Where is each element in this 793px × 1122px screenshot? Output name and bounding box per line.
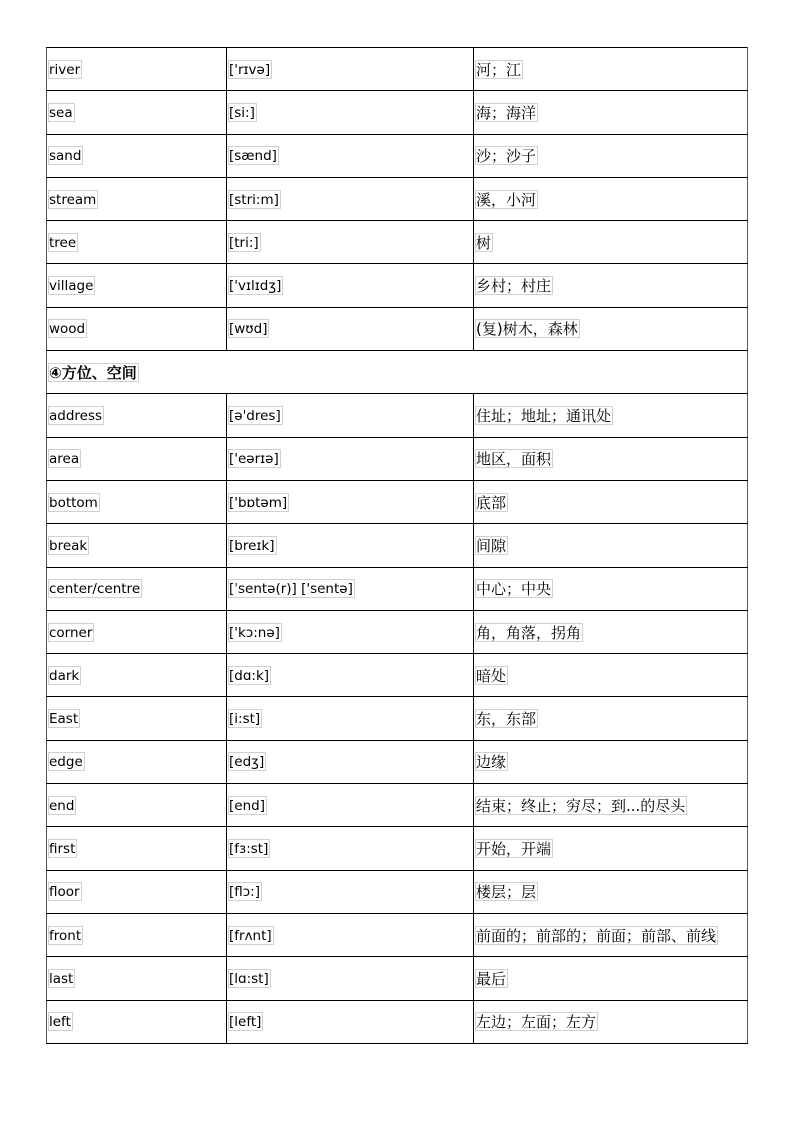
word-text: front (49, 927, 82, 944)
word-cell (47, 740, 227, 783)
phonetic-text: [wʊd] (229, 321, 268, 338)
word-cell (47, 394, 227, 437)
table-row (47, 957, 748, 1000)
section-title: ④方位、空间 (49, 363, 137, 382)
phonetic-cell (227, 307, 474, 350)
table-row (47, 221, 748, 264)
phonetic-text: [sænd] (229, 148, 277, 165)
phonetic-cell (227, 264, 474, 307)
word-text: dark (49, 667, 80, 684)
meaning-cell (474, 784, 748, 827)
word-cell (47, 524, 227, 567)
table-row (47, 48, 748, 91)
word-text: sand (49, 148, 82, 165)
table-row (47, 740, 748, 783)
phonetic-cell (227, 567, 474, 610)
word-text: East (49, 711, 79, 728)
word-text: sea (49, 104, 73, 121)
word-cell (47, 221, 227, 264)
word-cell (47, 784, 227, 827)
phonetic-cell (227, 957, 474, 1000)
word-text: address (49, 408, 103, 425)
phonetic-cell (227, 134, 474, 177)
phonetic-cell (227, 91, 474, 134)
phonetic-text: [ə'dres] (229, 408, 281, 425)
meaning-text: 暗处 (476, 666, 507, 685)
phonetic-text: [dɑ:k] (229, 667, 270, 684)
meaning-cell (474, 610, 748, 653)
table-row (47, 524, 748, 567)
meaning-text: 间隙 (476, 536, 507, 555)
word-cell (47, 654, 227, 697)
phonetic-text: [edʒ] (229, 754, 265, 771)
word-cell (47, 307, 227, 350)
word-text: break (49, 537, 88, 554)
table-row (47, 697, 748, 740)
word-cell (47, 870, 227, 913)
phonetic-text: [i:st] (229, 711, 261, 728)
meaning-text: 结束；终止；穷尽；到...的尽头 (476, 796, 686, 815)
word-text: end (49, 797, 75, 814)
phonetic-text: [lɑ:st] (229, 970, 269, 987)
word-text: wood (49, 321, 86, 338)
word-cell (47, 610, 227, 653)
meaning-cell (474, 437, 748, 480)
word-text: river (49, 61, 81, 78)
meaning-text: 地区，面积 (476, 450, 552, 469)
phonetic-text: [tri:] (229, 234, 259, 251)
word-cell (47, 957, 227, 1000)
meaning-text: (复)树木，森林 (476, 320, 578, 339)
word-text: last (49, 970, 74, 987)
meaning-cell (474, 177, 748, 220)
word-cell (47, 1000, 227, 1043)
word-text: area (49, 451, 80, 468)
meaning-cell (474, 827, 748, 870)
meaning-cell (474, 134, 748, 177)
meaning-text: 中心；中央 (476, 580, 552, 599)
word-text: corner (49, 624, 93, 641)
phonetic-cell (227, 697, 474, 740)
table-row (47, 784, 748, 827)
phonetic-text: ['rɪvə] (229, 61, 271, 78)
meaning-text: 住址；地址；通讯处 (476, 407, 612, 426)
phonetic-cell (227, 827, 474, 870)
meaning-text: 乡村；村庄 (476, 277, 552, 296)
meaning-cell (474, 957, 748, 1000)
phonetic-cell (227, 48, 474, 91)
meaning-text: 楼层；层 (476, 883, 537, 902)
phonetic-cell (227, 870, 474, 913)
phonetic-text: [fɜ:st] (229, 840, 269, 857)
table-row (47, 394, 748, 437)
meaning-cell (474, 524, 748, 567)
meaning-text: 边缘 (476, 753, 507, 772)
meaning-text: 河；江 (476, 60, 522, 79)
table-row (47, 654, 748, 697)
phonetic-text: [si:] (229, 104, 255, 121)
phonetic-cell (227, 394, 474, 437)
meaning-text: 底部 (476, 493, 507, 512)
phonetic-cell (227, 740, 474, 783)
phonetic-cell (227, 177, 474, 220)
meaning-text: 沙；沙子 (476, 147, 537, 166)
table-row (47, 827, 748, 870)
word-cell (47, 480, 227, 523)
phonetic-text: ['bɒtəm] (229, 494, 288, 511)
phonetic-text: [frʌnt] (229, 927, 272, 944)
word-cell (47, 827, 227, 870)
meaning-cell (474, 307, 748, 350)
word-cell (47, 567, 227, 610)
phonetic-text: [stri:m] (229, 191, 279, 208)
meaning-text: 最后 (476, 969, 507, 988)
meaning-cell (474, 48, 748, 91)
meaning-cell (474, 740, 748, 783)
phonetic-cell (227, 480, 474, 523)
word-cell (47, 177, 227, 220)
table-row (47, 91, 748, 134)
meaning-text: 溪，小河 (476, 190, 537, 209)
meaning-cell (474, 221, 748, 264)
word-text: floor (49, 884, 80, 901)
table-row (47, 610, 748, 653)
meaning-text: 海；海洋 (476, 103, 537, 122)
meaning-cell (474, 913, 748, 956)
section-header-cell (47, 351, 748, 394)
section-header-row (47, 351, 748, 394)
word-text: stream (49, 191, 97, 208)
meaning-text: 开始，开端 (476, 839, 552, 858)
phonetic-text: [flɔ:] (229, 884, 261, 901)
meaning-cell (474, 1000, 748, 1043)
table-row (47, 134, 748, 177)
word-cell (47, 913, 227, 956)
phonetic-text: ['vɪlɪdʒ] (229, 278, 282, 295)
phonetic-cell (227, 524, 474, 567)
table-row (47, 1000, 748, 1043)
word-text: bottom (49, 494, 98, 511)
table-row (47, 177, 748, 220)
word-text: village (49, 278, 94, 295)
meaning-cell (474, 264, 748, 307)
word-cell (47, 91, 227, 134)
phonetic-text: [breɪk] (229, 537, 275, 554)
meaning-text: 角，角落，拐角 (476, 623, 582, 642)
table-row (47, 567, 748, 610)
meaning-cell (474, 480, 748, 523)
vocabulary-table-body (47, 48, 748, 1044)
word-cell (47, 697, 227, 740)
table-row (47, 437, 748, 480)
word-text: tree (49, 234, 77, 251)
phonetic-cell (227, 221, 474, 264)
phonetic-cell (227, 913, 474, 956)
meaning-text: 左边；左面；左方 (476, 1013, 597, 1032)
meaning-cell (474, 870, 748, 913)
meaning-cell (474, 654, 748, 697)
meaning-cell (474, 394, 748, 437)
word-text: first (49, 840, 76, 857)
word-cell (47, 48, 227, 91)
word-text: edge (49, 754, 83, 771)
word-text: center/centre (49, 581, 141, 598)
meaning-text: 树 (476, 233, 492, 252)
meaning-cell (474, 697, 748, 740)
vocabulary-table (46, 47, 748, 1044)
word-text: left (49, 1014, 71, 1031)
word-cell (47, 134, 227, 177)
table-row (47, 480, 748, 523)
phonetic-cell (227, 784, 474, 827)
table-row (47, 264, 748, 307)
phonetic-text: [left] (229, 1014, 262, 1031)
table-row (47, 307, 748, 350)
phonetic-cell (227, 610, 474, 653)
meaning-text: 前面的；前部的；前面；前部、前线 (476, 926, 717, 945)
word-cell (47, 264, 227, 307)
meaning-cell (474, 91, 748, 134)
table-row (47, 870, 748, 913)
meaning-text: 东，东部 (476, 710, 537, 729)
word-cell (47, 437, 227, 480)
table-row (47, 913, 748, 956)
phonetic-cell (227, 654, 474, 697)
phonetic-cell (227, 1000, 474, 1043)
phonetic-text: [ˈsentə(r)] ['sentə] (229, 581, 353, 598)
phonetic-cell (227, 437, 474, 480)
phonetic-text: [end] (229, 797, 265, 814)
meaning-cell (474, 567, 748, 610)
phonetic-text: ['kɔ:nə] (229, 624, 280, 641)
phonetic-text: ['eərɪə] (229, 451, 279, 468)
